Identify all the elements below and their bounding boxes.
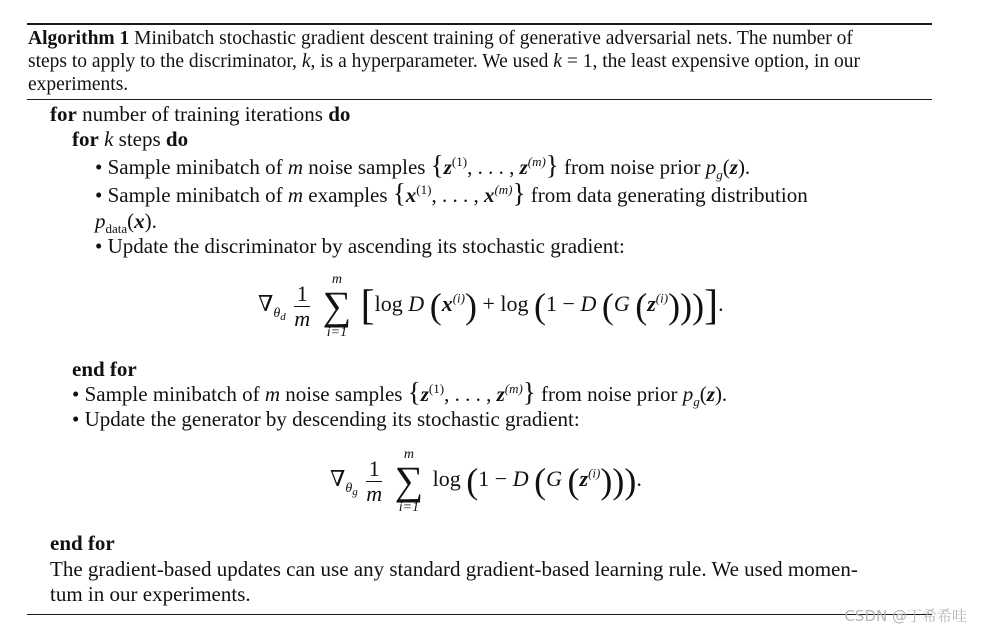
nabla-symbol-2: ∇ [330,466,346,492]
z-var-4: z [420,382,429,406]
paren-close-5: ) [624,461,637,501]
footer-text-1: The gradient-based updates can use any standard gradient-based learning rule. We used momen- [50,557,858,581]
frac-den: m [294,305,311,331]
inner-for-keyword: for [72,127,99,151]
caption-line-2b: , is a hyperparameter. We used [310,51,554,72]
top-rule [27,23,932,25]
D-fn: D [408,291,425,317]
paren-open-5: ( [466,461,479,501]
plus-op: + [476,291,501,317]
sum-upper-2: m [403,447,414,462]
D-fn-2: D [580,291,597,317]
algorithm-caption [28,27,932,96]
bullet1-suffix: from noise prior [558,155,706,179]
summation [323,272,352,340]
footer-line-1 [50,556,858,582]
caption-line-2c: = 1, the least expensive option, in our [561,51,860,72]
D-fn-3: D [512,466,529,492]
bullet-sample-noise-generator: • Sample minibatch of m noise samples {$z^{(1)}$, . . . , $z^{(m)}$} from noise prior $p_g(z)$. [72,377,728,410]
paren-open: ( [429,286,442,326]
watermark: CSDN @丁希希哇 [844,607,967,625]
x-eq: x [441,291,453,317]
frac-num-2: 1 [366,457,382,482]
z-eq-2: z [579,466,589,492]
bullet3-text: • Update the discriminator by ascending its stochastic gradient: [95,234,625,258]
end-for-outer-kw: end for [50,531,115,555]
caption-line-3: experiments. [28,74,129,95]
bullet1-prefix: • Sample minibatch of [95,155,288,179]
nabla-symbol: ∇ [258,291,274,317]
bracket-open: [ [360,283,375,329]
outer-for-line [50,101,350,127]
g-sub-3: g [352,486,358,499]
paren-open-2: ( [534,286,547,326]
fraction-1-over-m-2 [366,457,382,506]
p-var: p [705,155,717,179]
sum-symbol: ∑ [322,283,352,328]
z-var-5: z [496,382,505,406]
z-var-3: z [729,155,738,179]
p-var-2: p [95,209,106,233]
sup-m: (m) [527,154,546,169]
sup-i: (i) [452,290,465,306]
end-for-inner-kw: end for [72,357,137,381]
bullet-update-generator [72,406,580,432]
paren-open-4: ( [635,286,648,326]
bottom-rule [27,614,932,615]
log-1: log [374,291,403,317]
minus-op: − [557,291,581,317]
g-sub: g [716,167,723,183]
frac-num: 1 [294,282,310,307]
bullet-update-discriminator [95,233,625,259]
sup-m-b: (m) [494,182,513,197]
paren-close: ) [464,286,477,326]
do-keyword: do [328,102,351,126]
log-2: log [500,291,529,317]
bullet4-prefix: • Sample minibatch of [72,382,265,406]
sup-i-3: (i) [588,465,601,481]
z-eq: z [647,291,656,317]
sup-1: (1) [451,154,468,169]
paren-close-3: ) [680,286,693,326]
caption-k: k [301,51,311,72]
caption-line-1: Minibatch stochastic gradient descent training of generative adversarial nets. The number of [134,28,853,49]
sum-symbol-2: ∑ [394,458,424,503]
sup-1-c: (1) [428,381,445,396]
mid-rule [27,99,932,100]
summation-2 [395,447,424,515]
G-fn-2: G [546,466,562,492]
m-var: m [287,155,303,179]
discriminator-gradient-equation: $\nabla_{\theta d}$ $\frac{1}{m}$ m ∑ i=1 [log D $(x^{(i)}) + \log (1 - D$ (G $(z^{(i)})$))]. [258,272,724,340]
caption-line-2a: steps to apply to the discriminator, [28,51,302,72]
one-2: 1 [546,291,558,317]
G-fn: G [613,291,630,317]
bullet4-suffix: from noise prior [535,382,683,406]
paren-close-6: ) [612,461,625,501]
footer-text-2: tum in our experiments. [50,582,251,606]
ellipsis: , . . . , [467,155,520,179]
bullet-sample-data-cont: $p_{data}(x)$. [95,209,157,237]
caption-k-2: k [553,51,562,72]
paren-close-4: ) [668,286,681,326]
data-sub: data [105,221,128,237]
x-var: x [405,183,417,207]
bullet-sample-data [95,178,932,208]
bullet5-text: • Update the generator by descending its stochastic gradient: [72,407,580,431]
inner-for-line [72,126,188,152]
ellipsis-2: , . . . , [431,183,484,207]
paren-close-2: ) [692,286,705,326]
bullet2-suffix: from data generating distribution [525,183,808,207]
sum-upper: m [331,272,342,287]
algorithm-label: Algorithm 1 [28,28,130,49]
theta-sub-2: θ [345,481,353,497]
brace-open-3: { [407,377,421,407]
x-var-2: x [483,183,495,207]
sum-lower: i=1 [326,325,348,340]
z-var: z [443,155,452,179]
inner-k: k [104,127,114,151]
sup-1-b: (1) [416,182,432,197]
paren-open-6: ( [534,461,547,501]
bullet2-prefix: • Sample minibatch of [95,183,288,207]
m-var-3: m [264,382,280,406]
brace-close-2: } [512,178,526,208]
one-3: 1 [478,466,490,492]
ellipsis-3: , . . . , [444,382,497,406]
inner-do-keyword: do [165,127,189,151]
theta-sub: θ [273,306,281,322]
log-3: log [432,466,461,492]
sup-i-2: (i) [655,290,669,306]
p-var-3: p [682,382,694,406]
fraction-1-over-m [294,282,310,331]
g-sub-2: g [693,394,700,410]
paren-open-3: ( [601,286,614,326]
inner-steps-text: steps [113,127,166,151]
x-var-3: x [134,209,145,233]
d-sub: d [280,311,286,324]
paren-open-7: ( [567,461,580,501]
z-var-2: z [519,155,528,179]
z-var-6: z [706,382,715,406]
brace-open: { [430,150,444,180]
footer-line-2 [50,581,251,607]
frac-den-2: m [366,480,383,506]
bullet4-mid: noise samples [280,382,408,406]
bracket-close: ] [704,283,719,329]
bullet2-mid: examples [303,183,393,207]
brace-close: } [545,150,559,180]
brace-open-2: { [392,178,406,208]
outer-loop-text: number of training iterations [76,102,329,126]
for-keyword: for [50,102,77,126]
sup-m-c: (m) [504,381,523,396]
end-for-outer [50,530,115,556]
brace-close-3: } [522,377,536,407]
bullet1-mid: noise samples [303,155,431,179]
end-for-inner [72,356,137,382]
generator-gradient-equation: $\nabla_{\theta g}$ $\frac{1}{m}$ m ∑ i=1 log (1 − D (G $(z^{(i)})$)). [330,447,642,515]
m-var-2: m [287,183,303,207]
bullet-sample-noise: • Sample minibatch of m noise samples {$z^{(1)}$, . . . , $z^{(m)}$} from noise prior $p_g(z)$. [95,150,751,183]
sum-lower-2: i=1 [398,500,420,515]
minus-op-2: − [489,466,513,492]
paren-close-7: ) [600,461,613,501]
